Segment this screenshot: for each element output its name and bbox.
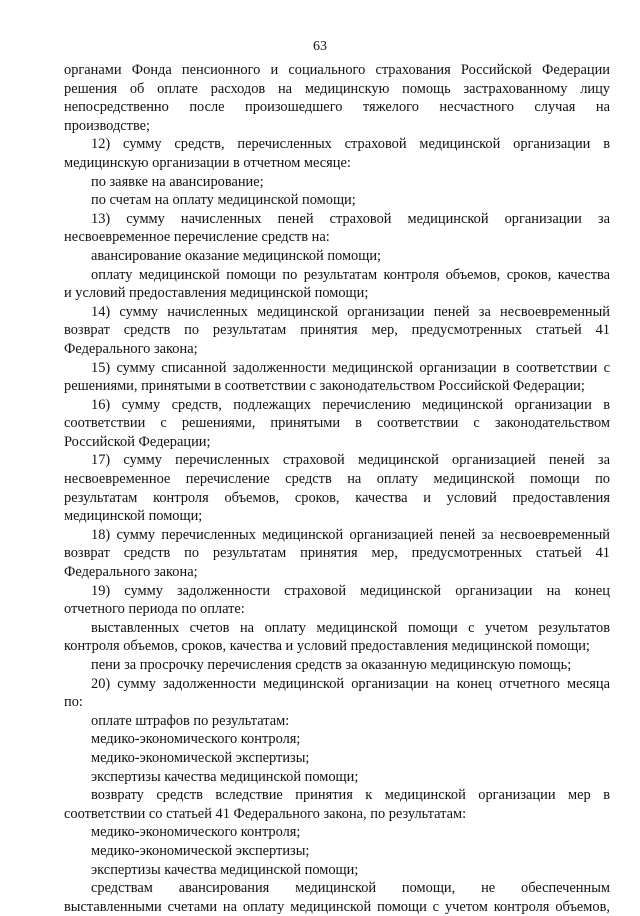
list-item: экспертизы качества медицинской помощи; bbox=[91, 861, 359, 878]
list-item: экспертизы качества медицинской помощи; bbox=[91, 768, 359, 785]
text-line: 17) сумму перечисленных страховой медицинской организацией пеней за bbox=[91, 452, 610, 469]
text-line: и условий предоставления медицинской помощи; bbox=[64, 285, 369, 302]
text-line: Федерального закона; bbox=[64, 340, 198, 357]
text-line: соответствии со статьей 41 Федерального закона, по результатам: bbox=[64, 805, 467, 822]
text-line: выставленными счетами на оплату медицинской помощи с учетом контроля объемов, bbox=[64, 898, 610, 915]
text-line: результатам контроля объемов, сроков, качества и условий предоставления bbox=[64, 489, 610, 506]
list-item: медико-экономической экспертизы; bbox=[91, 842, 310, 859]
text-line: 16) сумму средств, подлежащих перечислению медицинской организации в bbox=[91, 396, 610, 413]
text-line: несвоевременное перечисление средств на оплату медицинской помощи по bbox=[64, 471, 610, 488]
text-line: 12) сумму средств, перечисленных страховой медицинской организации в bbox=[91, 136, 610, 153]
text-line: по: bbox=[64, 694, 83, 711]
text-line: Федерального закона; bbox=[64, 564, 198, 581]
text-line: несвоевременное перечисление средств на: bbox=[64, 229, 330, 246]
text-line: 20) сумму задолженности медицинской организации на конец отчетного месяца bbox=[91, 675, 610, 692]
text-line: контроля объемов, сроков, качества и условий предоставления медицинской помощи; bbox=[64, 638, 590, 655]
text-line: 15) сумму списанной задолженности медицинской организации в соответствии с bbox=[91, 359, 610, 376]
text-line: производстве; bbox=[64, 117, 151, 134]
list-item: по счетам на оплату медицинской помощи; bbox=[91, 192, 356, 209]
text-line: выставленных счетов на оплату медицинской помощи с учетом результатов bbox=[91, 619, 610, 636]
text-line: Российской Федерации; bbox=[64, 433, 211, 450]
text-line: 14) сумму начисленных медицинской организации пеней за несвоевременный bbox=[91, 303, 610, 320]
text-line: средствам авансирования медицинской помощи, не обеспеченным bbox=[91, 880, 610, 897]
text-line: решениями, принятыми в соответствии с законодательством Российской Федерации; bbox=[64, 378, 585, 395]
list-item: медико-экономического контроля; bbox=[91, 731, 301, 748]
list-item: медико-экономического контроля; bbox=[91, 824, 301, 841]
text-line: оплату медицинской помощи по результатам контроля объемов, сроков, качества bbox=[91, 266, 610, 283]
list-item: авансирование оказание медицинской помощи; bbox=[91, 247, 382, 264]
text-line: медицинской помощи; bbox=[64, 508, 203, 525]
text-line: органами Фонда пенсионного и социального страхования Российской Федерации bbox=[64, 62, 610, 78]
text-line: отчетного периода по оплате: bbox=[64, 601, 245, 618]
text-line: непосредственно после произошедшего тяжелого несчастного случая на bbox=[64, 99, 610, 116]
list-item: оплате штрафов по результатам: bbox=[91, 712, 290, 729]
document-body bbox=[64, 61, 610, 916]
text-line: 19) сумму задолженности страховой медицинской организации на конец bbox=[91, 582, 610, 599]
text-line: решения об оплате расходов на медицинскую помощь застрахованному лицу bbox=[64, 80, 610, 97]
text-line: возврат средств по результатам принятия мер, предусмотренных статьей 41 bbox=[64, 545, 610, 562]
text-line: 13) сумму начисленных пеней страховой медицинской организации за bbox=[91, 210, 610, 227]
page-number: 63 bbox=[313, 39, 327, 54]
text-line: возврату средств вследствие принятия к медицинской организации мер в bbox=[91, 787, 610, 804]
list-item: пени за просрочку перечисления средств за оказанную медицинскую помощь; bbox=[91, 657, 572, 673]
list-item: по заявке на авансирование; bbox=[91, 173, 264, 190]
text-line: возврат средств по результатам принятия мер, предусмотренных статьей 41 bbox=[64, 322, 610, 339]
text-line: медицинскую организации в отчетном месяце: bbox=[64, 154, 351, 171]
text-line: соответствии с решениями, принятыми в соответствии с законодательством bbox=[64, 415, 610, 432]
text-line: 18) сумму перечисленных медицинской организацией пеней за несвоевременный bbox=[91, 526, 610, 543]
list-item: медико-экономической экспертизы; bbox=[91, 749, 310, 766]
